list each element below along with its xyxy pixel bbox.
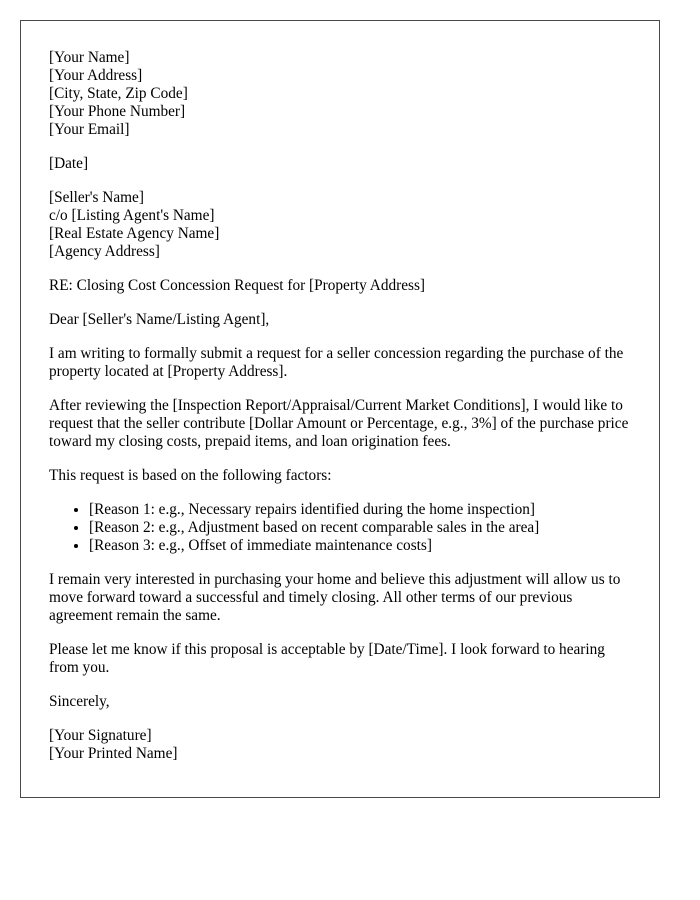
signature-placeholder: [Your Signature] — [49, 727, 152, 744]
signature-block — [49, 727, 631, 763]
date-block — [49, 155, 631, 173]
sender-name: [Your Name] — [49, 49, 130, 66]
recipient-care-of: c/o [Listing Agent's Name] — [49, 207, 215, 224]
request-paragraph: After reviewing the [Inspection Report/Appraisal/Current Market Conditions], I would like to request that the seller contribute [Dollar Amount or Percentage, e.g., 3%] of the purchase price toward my closing costs, prepaid items, and loan origination fees. — [49, 397, 629, 450]
sender-email: [Your Email] — [49, 121, 130, 138]
printed-name: [Your Printed Name] — [49, 745, 178, 762]
closing-request-paragraph: Please let me know if this proposal is acceptable by [Date/Time]. I look forward to hearing from you. — [49, 641, 605, 676]
sender-city-state-zip: [City, State, Zip Code] — [49, 85, 188, 102]
letter-date: [Date] — [49, 155, 89, 172]
factors-intro: This request is based on the following factors: — [49, 467, 332, 484]
sender-phone: [Your Phone Number] — [49, 103, 186, 120]
intro-paragraph: I am writing to formally submit a request for a seller concession regarding the purchase of the property located at [Property Address]. — [49, 345, 624, 380]
recipient-agency-address: [Agency Address] — [49, 243, 160, 260]
recipient-name: [Seller's Name] — [49, 189, 144, 206]
list-item: • [Reason 2: e.g., Adjustment based on recent comparable sales in the area] — [89, 519, 631, 537]
subject-line: RE: Closing Cost Concession Request for [Property Address] — [49, 277, 426, 294]
recipient-block — [49, 189, 631, 261]
list-item: • [Reason 1: e.g., Necessary repairs identified during the home inspection] — [89, 501, 631, 519]
interest-paragraph: I remain very interested in purchasing your home and believe this adjustment will allow us to move forward toward a successful and timely closing. All other terms of our previous agreement remain the same. — [49, 571, 621, 624]
sender-address: [Your Address] — [49, 67, 143, 84]
recipient-agency: [Real Estate Agency Name] — [49, 225, 220, 242]
closing-phrase: Sincerely, — [49, 693, 110, 710]
sender-block — [49, 49, 631, 139]
list-item: • [Reason 3: e.g., Offset of immediate maintenance costs] — [89, 537, 631, 555]
letter-page — [20, 20, 660, 798]
salutation: Dear [Seller's Name/Listing Agent], — [49, 311, 270, 328]
reasons-list — [49, 501, 631, 555]
